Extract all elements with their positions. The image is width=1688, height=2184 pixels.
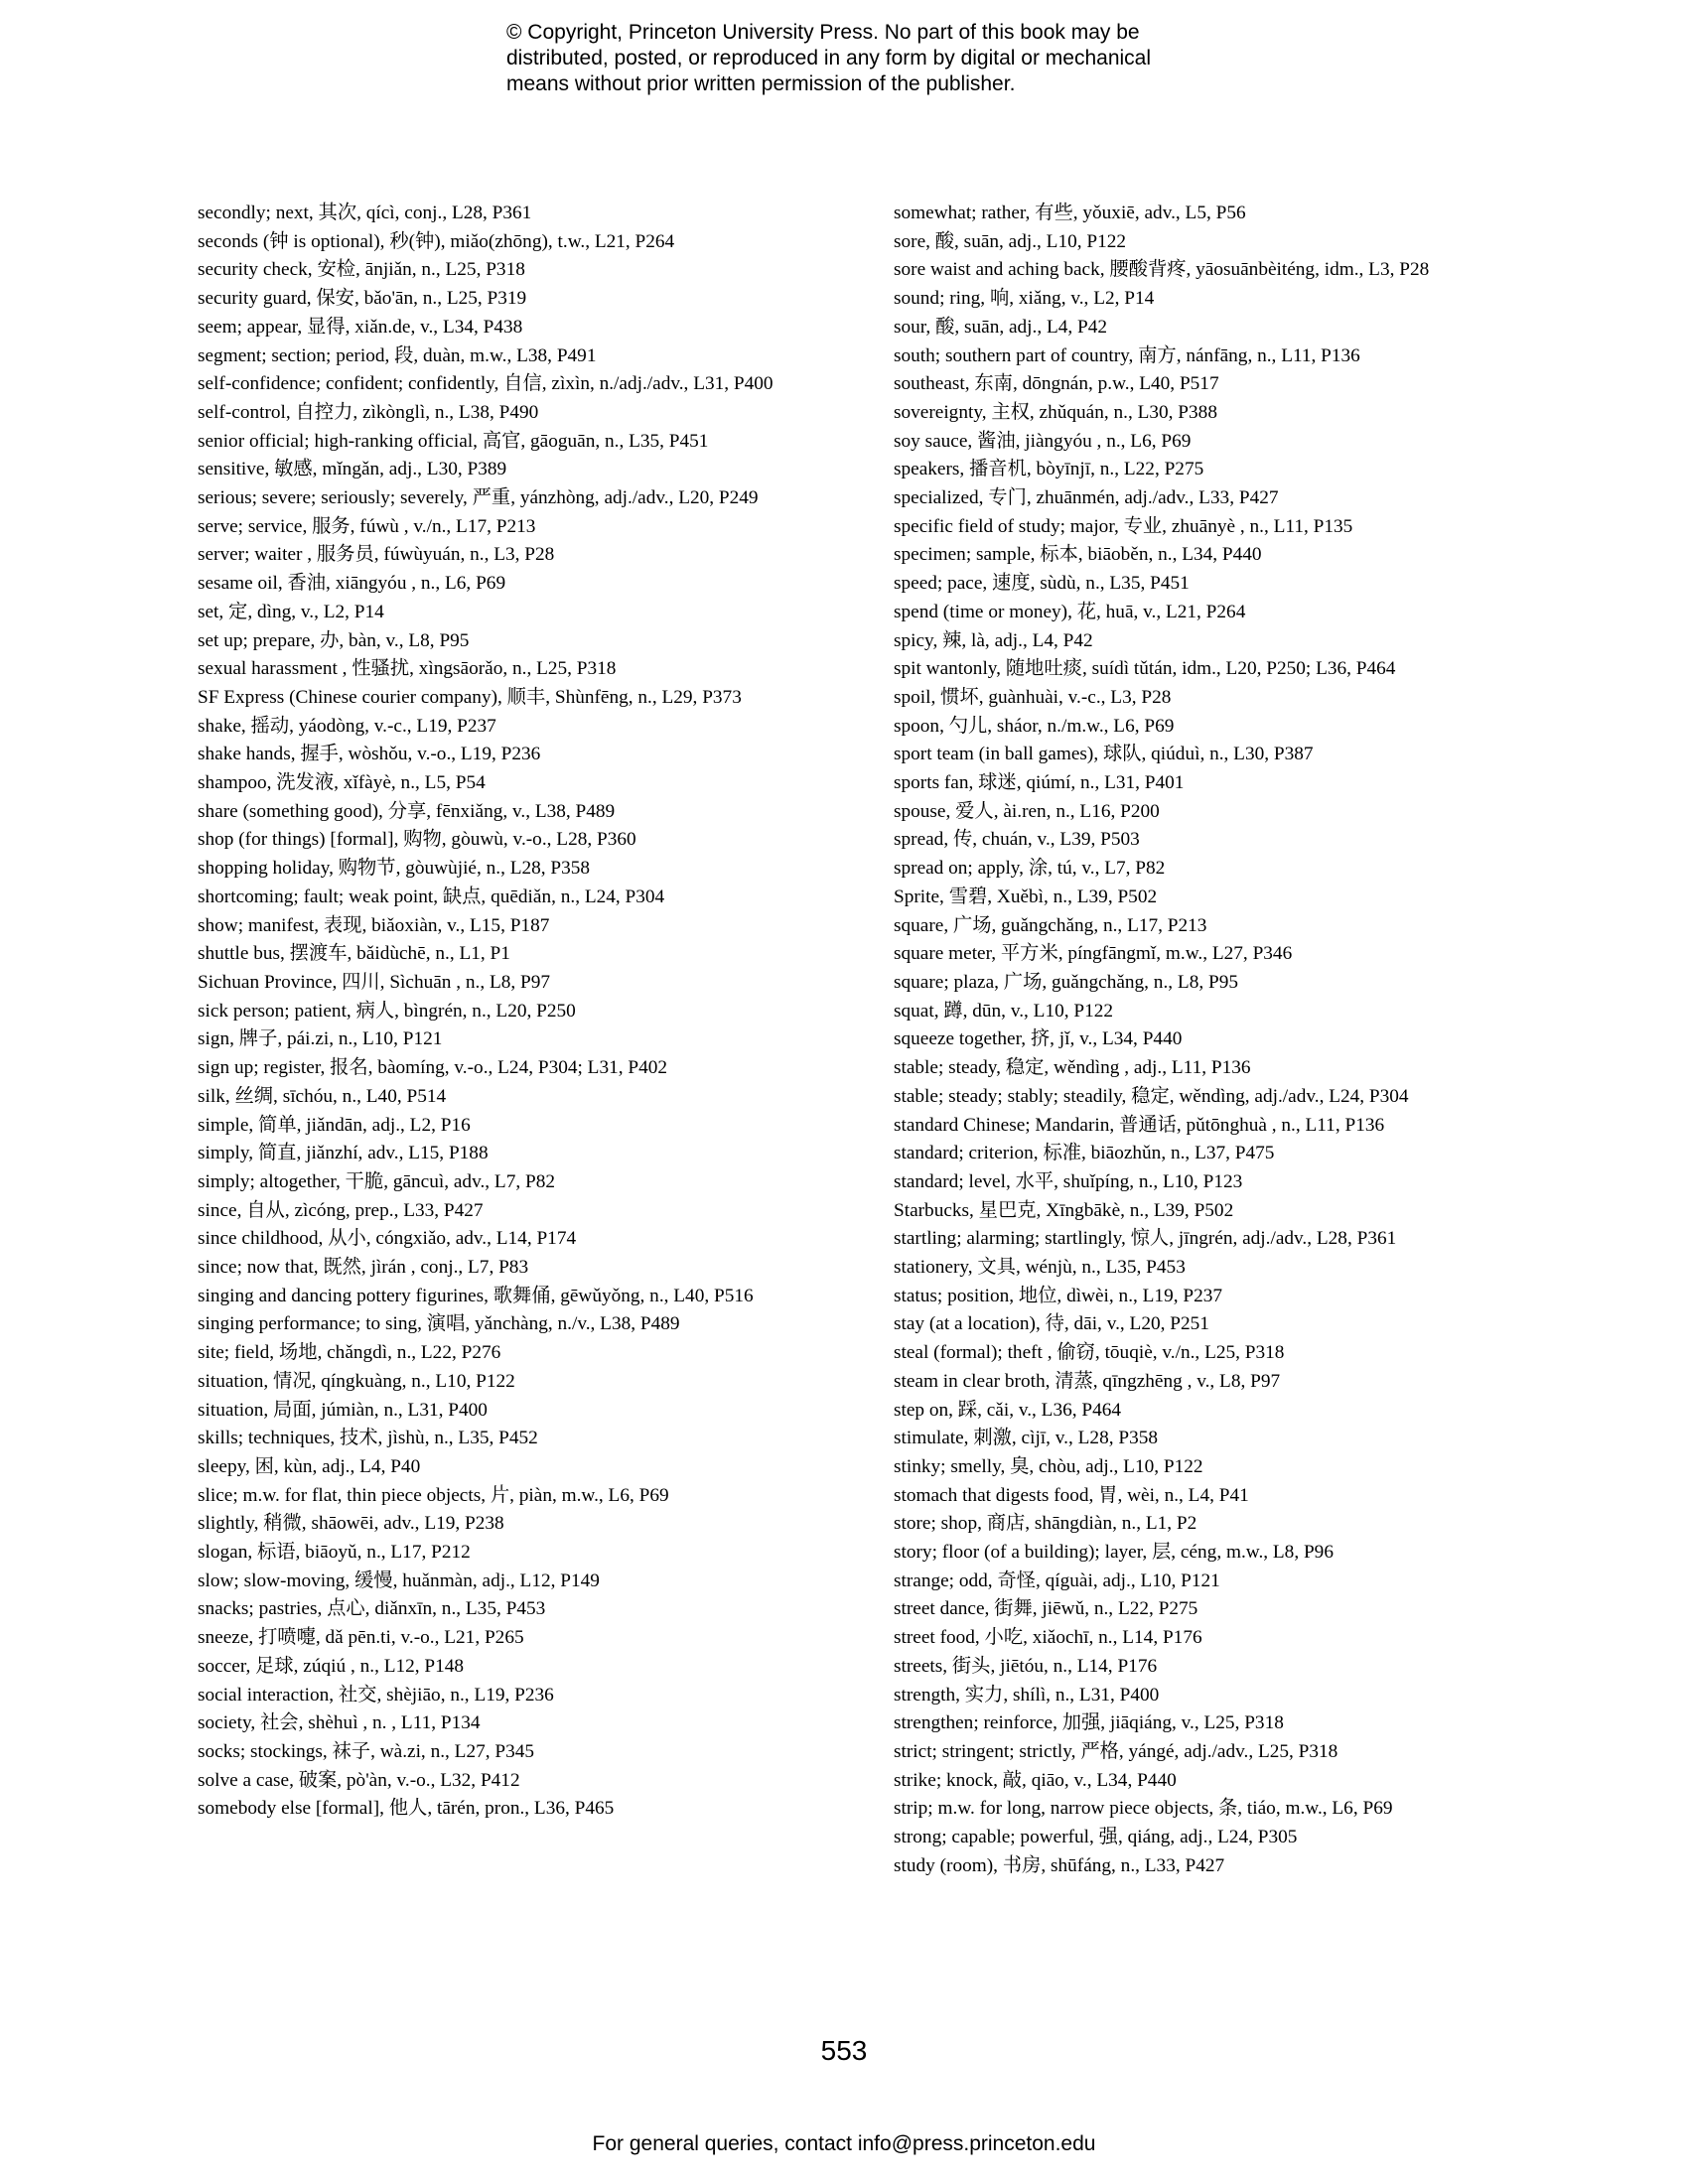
glossary-entry: segment; section; period, 段, duàn, m.w., L38, P491 (198, 344, 597, 366)
glossary-entry: steal (formal); theft , 偷窃, tōuqiè, v./n., L25, P318 (894, 1342, 1285, 1364)
glossary-entry: square; plaza, 广场, guǎngchǎng, n., L8, P95 (894, 971, 1238, 993)
glossary-entry: self-confidence; confident; confidently, 自信, zìxìn, n./adj./adv., L31, P400 (198, 373, 774, 395)
glossary-entry: situation, 局面, júmiàn, n., L31, P400 (198, 1399, 488, 1421)
glossary-entry: SF Express (Chinese courier company), 顺丰, Shùnfēng, n., L29, P373 (198, 686, 742, 708)
glossary-entry: stay (at a location), 待, dāi, v., L20, P251 (894, 1313, 1209, 1335)
glossary-entry: seconds (钟 is optional), 秒(钟), miǎo(zhōng), t.w., L21, P264 (198, 230, 675, 252)
glossary-entry: steam in clear broth, 清蒸, qīngzhēng , v., L8, P97 (894, 1370, 1281, 1392)
glossary-entry: stomach that digests food, 胃, wèi, n., L4, P41 (894, 1484, 1249, 1506)
glossary-entry: store; shop, 商店, shāngdiàn, n., L1, P2 (894, 1513, 1197, 1535)
glossary-entry: sour, 酸, suān, adj., L4, P42 (894, 316, 1108, 338)
glossary-entry: Starbucks, 星巴克, Xīngbākè, n., L39, P502 (894, 1199, 1234, 1221)
copyright-line: distributed, posted, or reproduced in any form by digital or mechanical (506, 47, 1152, 69)
glossary-entry: slogan, 标语, biāoyǔ, n., L17, P212 (198, 1542, 471, 1564)
glossary-entry: somewhat; rather, 有些, yǒuxiē, adv., L5, P56 (894, 203, 1246, 223)
glossary-entry: specimen; sample, 标本, biāoběn, n., L34, P440 (894, 544, 1262, 566)
glossary-entry: simply; altogether, 干脆, gāncuì, adv., L7, P82 (198, 1170, 555, 1192)
glossary-entry: self-control, 自控力, zìkònglì, n., L38, P490 (198, 401, 539, 423)
glossary-entry: slice; m.w. for flat, thin piece objects, 片, piàn, m.w., L6, P69 (198, 1484, 669, 1506)
glossary-entry: standard; criterion, 标准, biāozhǔn, n., L37, P475 (894, 1143, 1275, 1164)
glossary-entry: step on, 踩, cǎi, v., L36, P464 (894, 1399, 1122, 1421)
glossary-entry: show; manifest, 表现, biǎoxiàn, v., L15, P187 (198, 914, 550, 936)
glossary-entry: solve a case, 破案, pò'àn, v.-o., L32, P412 (198, 1769, 520, 1791)
glossary-entry: strengthen; reinforce, 加强, jiāqiáng, v., L25, P318 (894, 1712, 1284, 1734)
glossary-entry: somebody else [formal], 他人, tārén, pron., L36, P465 (198, 1798, 615, 1820)
glossary-entry: situation, 情况, qíngkuàng, n., L10, P122 (198, 1370, 515, 1392)
glossary-entry: sensitive, 敏感, mǐngǎn, adj., L30, P389 (198, 459, 507, 480)
glossary-entry: Sprite, 雪碧, Xuěbì, n., L39, P502 (894, 886, 1158, 907)
glossary-entry: senior official; high-ranking official, 高官, gāoguān, n., L35, P451 (198, 430, 709, 452)
glossary-entry: sesame oil, 香油, xiāngyóu , n., L6, P69 (198, 573, 506, 595)
glossary-entry: stinky; smelly, 臭, chòu, adj., L10, P122 (894, 1455, 1203, 1477)
glossary-entry: since; now that, 既然, jìrán , conj., L7, P83 (198, 1257, 529, 1279)
glossary-entry: stationery, 文具, wénjù, n., L35, P453 (894, 1257, 1186, 1279)
glossary-entry: since childhood, 从小, cóngxiǎo, adv., L14, P174 (198, 1228, 577, 1250)
glossary-entry: sign, 牌子, pái.zi, n., L10, P121 (198, 1028, 443, 1050)
glossary-entry: social interaction, 社交, shèjiāo, n., L19, P236 (198, 1684, 554, 1706)
glossary-entry: status; position, 地位, dìwèi, n., L19, P237 (894, 1285, 1223, 1306)
glossary-entry: shake hands, 握手, wòshǒu, v.-o., L19, P236 (198, 744, 541, 765)
glossary-entry: society, 社会, shèhuì , n. , L11, P134 (198, 1712, 481, 1734)
glossary-entry: strict; stringent; strictly, 严格, yángé, adj./adv., L25, P318 (894, 1740, 1338, 1762)
glossary-entry: stable; steady; stably; steadily, 稳定, wěndìng, adj./adv., L24, P304 (894, 1085, 1409, 1107)
glossary-entry: sovereignty, 主权, zhǔquán, n., L30, P388 (894, 401, 1217, 423)
glossary-entry: startling; alarming; startlingly, 惊人, jīngrén, adj./adv., L28, P361 (894, 1228, 1397, 1250)
glossary-entry: spouse, 爱人, ài.ren, n., L16, P200 (894, 800, 1160, 822)
glossary-entry: strong; capable; powerful, 强, qiáng, adj., L24, P305 (894, 1827, 1298, 1848)
glossary-entry: street dance, 街舞, jiēwǔ, n., L22, P275 (894, 1598, 1198, 1620)
glossary-entry: slightly, 稍微, shāowēi, adv., L19, P238 (198, 1513, 504, 1535)
glossary-entry: sports fan, 球迷, qiúmí, n., L31, P401 (894, 772, 1185, 794)
glossary-entry: sexual harassment , 性骚扰, xìngsāorǎo, n., L25, P318 (198, 658, 617, 680)
glossary-entry: serious; severe; seriously; severely, 严重, yánzhòng, adj./adv., L20, P249 (198, 487, 759, 509)
glossary-entry: secondly; next, 其次, qícì, conj., L28, P361 (198, 203, 532, 223)
glossary-entry: spread on; apply, 涂, tú, v., L7, P82 (894, 858, 1166, 880)
glossary-entry: Sichuan Province, 四川, Sìchuān , n., L8, P97 (198, 971, 551, 993)
copyright-line: means without prior written permission of the publisher. (506, 72, 1016, 95)
glossary-entry: sleepy, 困, kùn, adj., L4, P40 (198, 1455, 421, 1477)
glossary-entry: share (something good), 分享, fēnxiǎng, v., L38, P489 (198, 800, 616, 822)
glossary-entry: spend (time or money), 花, huā, v., L21, P264 (894, 601, 1246, 622)
footer-contact: For general queries, contact info@press.princeton.edu (592, 2132, 1096, 2155)
glossary-entry: shopping holiday, 购物节, gòuwùjié, n., L28, P358 (198, 858, 591, 880)
page-number: 553 (820, 2035, 868, 2066)
glossary-entry: street food, 小吃, xiǎochī, n., L14, P176 (894, 1627, 1202, 1649)
glossary-entry: since, 自从, zìcóng, prep., L33, P427 (198, 1199, 484, 1221)
glossary-entry: standard Chinese; Mandarin, 普通话, pǔtōnghuà , n., L11, P136 (894, 1114, 1385, 1136)
glossary-entry: specific field of study; major, 专业, zhuānyè , n., L11, P135 (894, 515, 1353, 537)
glossary-entry: soccer, 足球, zúqiú , n., L12, P148 (198, 1655, 465, 1677)
glossary-entry: shortcoming; fault; weak point, 缺点, quēdiǎn, n., L24, P304 (198, 886, 665, 907)
glossary-entry: snacks; pastries, 点心, diǎnxīn, n., L35, P453 (198, 1598, 546, 1620)
glossary-entry: story; floor (of a building); layer, 层, céng, m.w., L8, P96 (894, 1542, 1334, 1564)
glossary-entry: sick person; patient, 病人, bìngrén, n., L20, P250 (198, 1000, 576, 1022)
glossary-entry: squat, 蹲, dūn, v., L10, P122 (894, 1000, 1114, 1022)
glossary-entry: serve; service, 服务, fúwù , v./n., L17, P213 (198, 515, 536, 537)
glossary-entry: streets, 街头, jiētóu, n., L14, P176 (894, 1655, 1158, 1677)
glossary-entry: sound; ring, 响, xiǎng, v., L2, P14 (894, 288, 1155, 310)
glossary-entry: security guard, 保安, bǎo'ān, n., L25, P319 (198, 288, 527, 310)
glossary-entry: silk, 丝绸, sīchóu, n., L40, P514 (198, 1085, 447, 1107)
glossary-column-left (198, 200, 843, 1824)
glossary-entry: square meter, 平方米, píngfāngmǐ, m.w., L27, P346 (894, 943, 1293, 965)
glossary-entry: shop (for things) [formal], 购物, gòuwù, v.-o., L28, P360 (198, 829, 636, 851)
glossary-entry: sneeze, 打喷嚏, dǎ pēn.ti, v.-o., L21, P265 (198, 1627, 524, 1649)
glossary-entry: stable; steady, 稳定, wěndìng , adj., L11, P136 (894, 1057, 1251, 1079)
glossary-entry: sore waist and aching back, 腰酸背疼, yāosuānbèiténg, idm., L3, P28 (894, 259, 1430, 281)
glossary-entry: set, 定, dìng, v., L2, P14 (198, 601, 384, 622)
glossary-entry: strength, 实力, shílì, n., L31, P400 (894, 1684, 1160, 1706)
glossary-entry: shake, 摇动, yáodòng, v.-c., L19, P237 (198, 715, 496, 737)
glossary-entry: sport team (in ball games), 球队, qiúduì, n., L30, P387 (894, 744, 1314, 765)
glossary-entry: south; southern part of country, 南方, nánfāng, n., L11, P136 (894, 344, 1360, 366)
glossary-entry: stimulate, 刺激, cìjī, v., L28, P358 (894, 1428, 1158, 1449)
glossary-entry: sign up; register, 报名, bàomíng, v.-o., L24, P304; L31, P402 (198, 1057, 668, 1079)
glossary-entry: strange; odd, 奇怪, qíguài, adj., L10, P121 (894, 1570, 1220, 1591)
glossary-entry: study (room), 书房, shūfáng, n., L33, P427 (894, 1854, 1225, 1876)
glossary-entry: slow; slow-moving, 缓慢, huǎnmàn, adj., L12, P149 (198, 1570, 600, 1591)
glossary-entry: speed; pace, 速度, sùdù, n., L35, P451 (894, 573, 1190, 595)
glossary-entry: spoil, 惯坏, guànhuài, v.-c., L3, P28 (894, 686, 1172, 708)
glossary-entry: server; waiter , 服务员, fúwùyuán, n., L3, P28 (198, 544, 555, 566)
glossary-entry: spicy, 辣, là, adj., L4, P42 (894, 629, 1093, 651)
glossary-entry: soy sauce, 酱油, jiàngyóu , n., L6, P69 (894, 430, 1192, 452)
glossary-entry: specialized, 专门, zhuānmén, adj./adv., L33, P427 (894, 487, 1279, 509)
glossary-entry: singing and dancing pottery figurines, 歌舞俑, gēwǔyǒng, n., L40, P516 (198, 1285, 754, 1306)
glossary-entry: sore, 酸, suān, adj., L10, P122 (894, 230, 1127, 252)
copyright-notice (506, 20, 1261, 97)
glossary-entry: southeast, 东南, dōngnán, p.w., L40, P517 (894, 373, 1219, 395)
glossary-entry: strike; knock, 敲, qiāo, v., L34, P440 (894, 1769, 1177, 1791)
glossary-entry: strip; m.w. for long, narrow piece objects, 条, tiáo, m.w., L6, P69 (894, 1798, 1393, 1820)
glossary-entry: simple, 简单, jiǎndān, adj., L2, P16 (198, 1114, 471, 1136)
glossary-entry: site; field, 场地, chǎngdì, n., L22, P276 (198, 1342, 501, 1364)
glossary-entry: skills; techniques, 技术, jìshù, n., L35, P452 (198, 1428, 538, 1449)
glossary-entry: simply, 简直, jiǎnzhí, adv., L15, P188 (198, 1143, 489, 1164)
glossary-entry: spoon, 勺儿, sháor, n./m.w., L6, P69 (894, 715, 1175, 737)
glossary-entry: squeeze together, 挤, jǐ, v., L34, P440 (894, 1028, 1183, 1050)
glossary-entry: socks; stockings, 袜子, wà.zi, n., L27, P345 (198, 1740, 535, 1762)
glossary-entry: spread, 传, chuán, v., L39, P503 (894, 829, 1140, 851)
glossary-entry: shampoo, 洗发液, xǐfàyè, n., L5, P54 (198, 772, 486, 794)
glossary-entry: shuttle bus, 摆渡车, bǎidùchē, n., L1, P1 (198, 943, 510, 965)
glossary-entry: standard; level, 水平, shuǐpíng, n., L10, P123 (894, 1170, 1243, 1192)
glossary-entry: set up; prepare, 办, bàn, v., L8, P95 (198, 629, 470, 651)
glossary-entry: security check, 安检, ānjiǎn, n., L25, P318 (198, 259, 525, 281)
glossary-entry: singing performance; to sing, 演唱, yǎnchàng, n./v., L38, P489 (198, 1313, 680, 1335)
copyright-line: © Copyright, Princeton University Press. No part of this book may be (506, 21, 1140, 44)
glossary-entry: spit wantonly, 随地吐痰, suídì tǔtán, idm., L20, P250; L36, P464 (894, 658, 1396, 680)
glossary-entry: seem; appear, 显得, xiǎn.de, v., L34, P438 (198, 316, 523, 338)
glossary-entry: square, 广场, guǎngchǎng, n., L17, P213 (894, 914, 1207, 936)
glossary-column-right (894, 200, 1539, 1880)
glossary-entry: speakers, 播音机, bòyīnjī, n., L22, P275 (894, 459, 1204, 480)
